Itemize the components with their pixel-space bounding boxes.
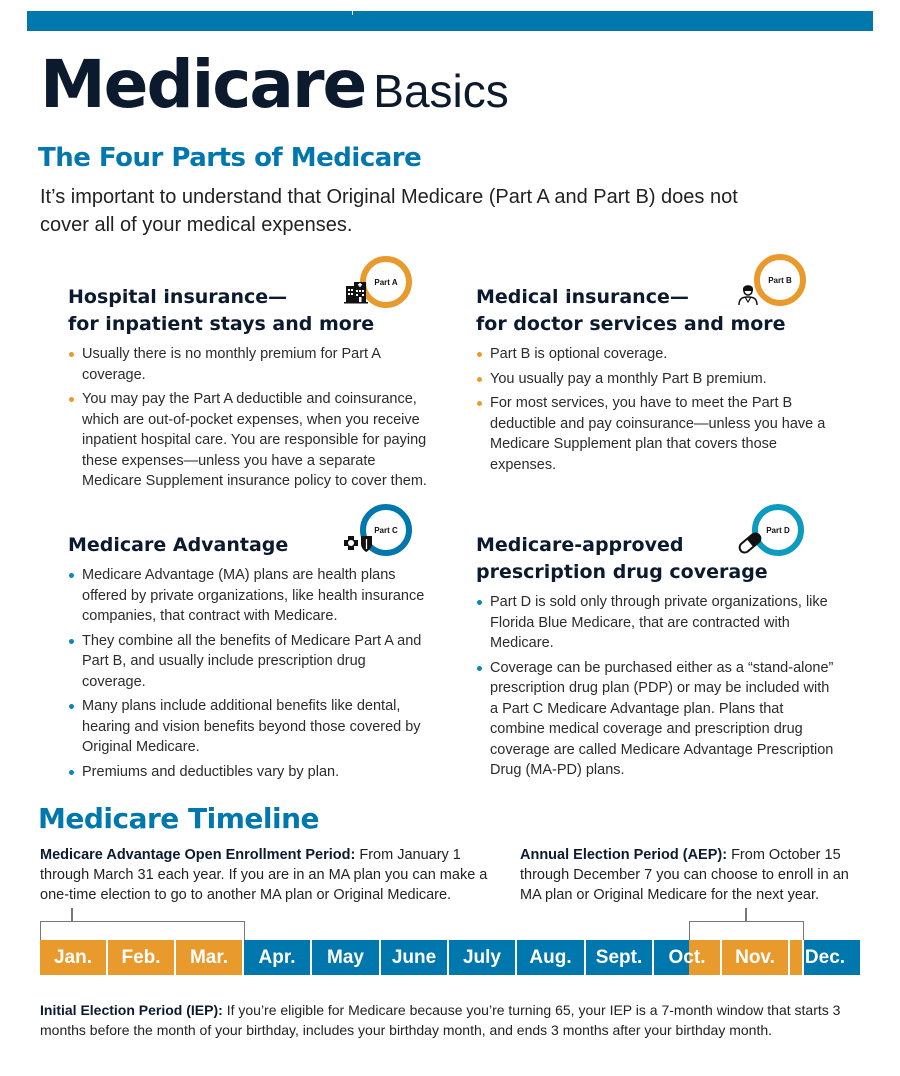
aep-description: Annual Election Period (AEP): From October 15 through December 7 you can choose to enroll in an MA plan or Original Medicare for the next year. — [520, 847, 849, 903]
part-a-bullet: You may pay the Part A deductible and coinsurance, which are out-of-pocket expenses, when you receive inpatient hospital care. You are responsible for paying these expenses—unless you have a separate Medicare Supplement insurance policy to cover them. — [68, 389, 428, 492]
month-mar: Mar. — [176, 940, 244, 975]
part-d-bullet: Coverage can be purchased either as a “stand-alone” prescription drug plan (PDP) or may be included with a Part C Medicare Advantage plan. Plans that combine medical coverage and prescription drug coverage are called Medicare Advantage Prescription Drug (MA-PD) plans. — [476, 658, 836, 781]
part-c-bullet: They combine all the benefits of Medicare Part A and Part B, and usually include prescription drug coverage. — [68, 631, 428, 693]
iep-description: Initial Election Period (IEP): If you’re eligible for Medicare because you’re turning 65, your IEP is a 7-month window that starts 3 months before the month of your birthday, includes your birthday month, and ends 3 months after your birthday month. — [40, 1002, 841, 1038]
section-title-four-parts: The Four Parts of Medicare — [38, 143, 422, 173]
page-title-light: Basics — [373, 65, 509, 117]
month-oct: Oct. — [654, 940, 722, 975]
part-c-badge-label: Part C — [374, 525, 398, 535]
part-b-bullet: You usually pay a monthly Part B premium. — [476, 369, 836, 390]
part-c-title: Medicare Advantage — [68, 534, 289, 556]
month-feb: Feb. — [108, 940, 176, 975]
month-apr: Apr. — [244, 940, 312, 975]
part-b-title: Medical insurance— for doctor services and more — [476, 286, 786, 335]
oep-bracket — [40, 921, 245, 940]
month-timeline-bar — [40, 940, 860, 975]
month-jan: Jan. — [40, 940, 108, 975]
part-b-card — [476, 284, 836, 479]
month-nov: Nov. — [722, 940, 790, 975]
part-b-bullet: Part B is optional coverage. — [476, 344, 836, 365]
section-title-timeline: Medicare Timeline — [38, 802, 320, 835]
part-d-bullet: Part D is sold only through private organizations, like Florida Blue Medicare, that are contracted with Medicare. — [476, 592, 836, 654]
month-sep: Sept. — [586, 940, 654, 975]
banner-tick — [352, 11, 353, 15]
part-d-title: Medicare-approved prescription drug coverage — [476, 534, 768, 583]
part-a-bullet: Usually there is no monthly premium for Part A coverage. — [68, 344, 428, 385]
part-c-card — [68, 532, 428, 786]
part-d-card — [476, 532, 836, 785]
month-may: May — [312, 940, 381, 975]
intro-text: It’s important to understand that Original Medicare (Part A and Part B) does not cover all of your medical expenses. — [40, 186, 738, 236]
aep-bracket — [689, 921, 804, 940]
part-b-bullet: For most services, you have to meet the Part B deductible and pay coinsurance—unless you have a Medicare Supplement plan that covers those expenses. — [476, 393, 836, 475]
part-b-badge-label: Part B — [768, 275, 792, 285]
month-jul: July — [449, 940, 517, 975]
part-a-card — [68, 284, 428, 496]
page-title — [40, 46, 509, 123]
part-d-badge-label: Part D — [766, 525, 790, 535]
top-banner-bar — [27, 11, 873, 31]
page-title-bold: Medicare — [40, 46, 366, 123]
month-jun: June — [381, 940, 449, 975]
oep-bracket-stem — [71, 908, 73, 922]
part-c-bullet: Premiums and deductibles vary by plan. — [68, 762, 428, 783]
month-aug: Aug. — [517, 940, 586, 975]
oep-description: Medicare Advantage Open Enrollment Period: From January 1 through March 31 each year. If you are in an MA plan you can make a one-time election to go to another MA plan or Original Medicare. — [40, 847, 488, 903]
aep-bracket-stem — [745, 908, 747, 922]
part-a-badge-label: Part A — [374, 277, 398, 287]
part-c-bullet: Many plans include additional benefits like dental, hearing and vision benefits beyond those covered by Original Medicare. — [68, 696, 428, 758]
part-c-bullet: Medicare Advantage (MA) plans are health plans offered by private organizations, like health insurance companies, that contract with Medicare. — [68, 565, 428, 627]
part-a-title: Hospital insurance— for inpatient stays and more — [68, 286, 375, 335]
month-dec: Dec. — [790, 940, 860, 975]
